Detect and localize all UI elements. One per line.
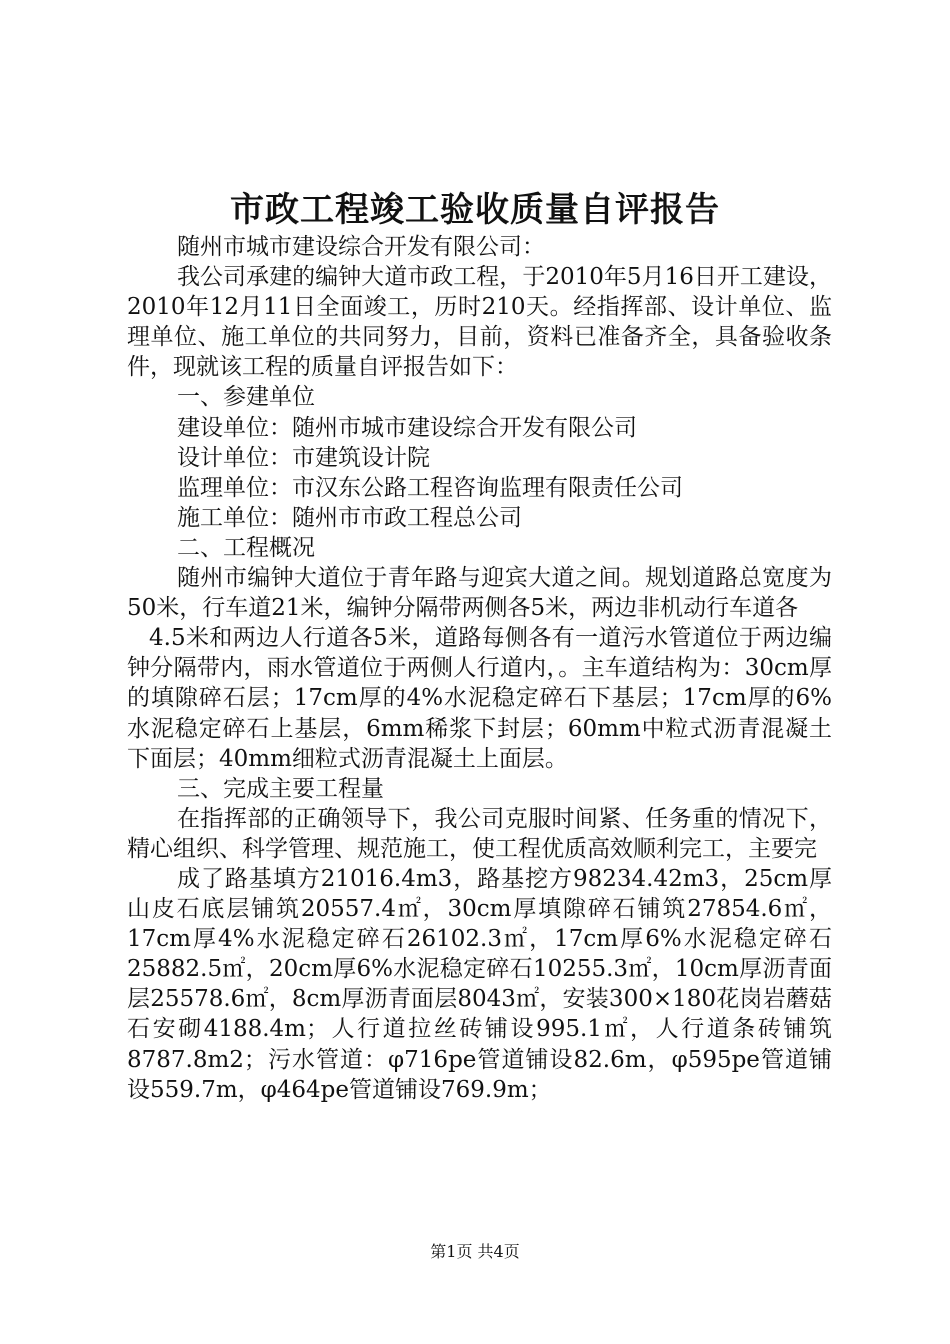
intro-paragraph: 我公司承建的编钟大道市政工程，于2010年5月16日开工建设，2010年12月11日全面竣工，历时210天。经指挥部、设计单位、监理单位、施工单位的共同努力，目前，资料已准备齐全，具备验收条件，现就该工程的质量自评报告如下： [127,264,832,381]
unit-build: 建设单位：随州市城市建设综合开发有限公司 [177,414,637,441]
salutation: 随州市城市建设综合开发有限公司： [177,234,545,260]
page-footer: 第1页 共4页 [430,1242,520,1261]
section-heading-quantities: 三、完成主要工程量 [177,775,384,802]
document-body [127,232,832,1105]
document-title: 市政工程竣工验收质量自评报告 [230,190,720,230]
section-heading-participants: 一、参建单位 [177,384,315,411]
quantities-paragraph-1: 在指挥部的正确领导下，我公司克服时间紧、任务重的情况下，精心组织、科学管理、规范施工，使工程优质高效顺利完工，主要完 [127,805,832,862]
unit-construct: 施工单位：随州市市政工程总公司 [177,504,522,531]
unit-supervise: 监理单位：市汉东公路工程咨询监理有限责任公司 [177,474,683,501]
overview-paragraph-2: 4.5米和两边人行道各5米，道路每侧各有一道污水管道位于两边编钟分隔带内，雨水管道位于两侧人行道内，。主车道结构为：30cm厚的填隙碎石层；17cm厚的4%水泥稳定碎石下基层；17cm厚的6%水泥稳定碎石上基层，6mm稀浆下封层；60mm中粒式沥青混凝土下面层；40mm细粒式沥青混凝土上面层。 [127,625,832,772]
unit-design: 设计单位：市建筑设计院 [177,444,430,471]
overview-paragraph-1: 随州市编钟大道位于青年路与迎宾大道之间。规划道路总宽度为50米，行车道21米，编钟分隔带两侧各5米，两边非机动行车道各 [127,565,832,622]
section-heading-overview: 二、工程概况 [177,534,315,561]
quantities-paragraph-2: 成了路基填方21016.4m3，路基挖方98234.42m3，25cm厚山皮石底层铺筑20557.4㎡，30cm厚填隙碎石铺筑27854.6㎡，17cm厚4%水泥稳定碎石26102.3㎡，17cm厚6%水泥稳定碎石25882.5㎡，20cm厚6%水泥稳定碎石10255.3㎡，10cm厚沥青面层25578.6㎡，8cm厚沥青面层8043㎡，安装300×180花岗岩蘑菇石安砌4188.4m；人行道拉丝砖铺设995.1㎡，人行道条砖铺筑8787.8m2；污水管道：φ716pe管道铺设82.6m，φ595pe管道铺设559.7m，φ464pe管道铺设769.9m； [127,865,832,1103]
